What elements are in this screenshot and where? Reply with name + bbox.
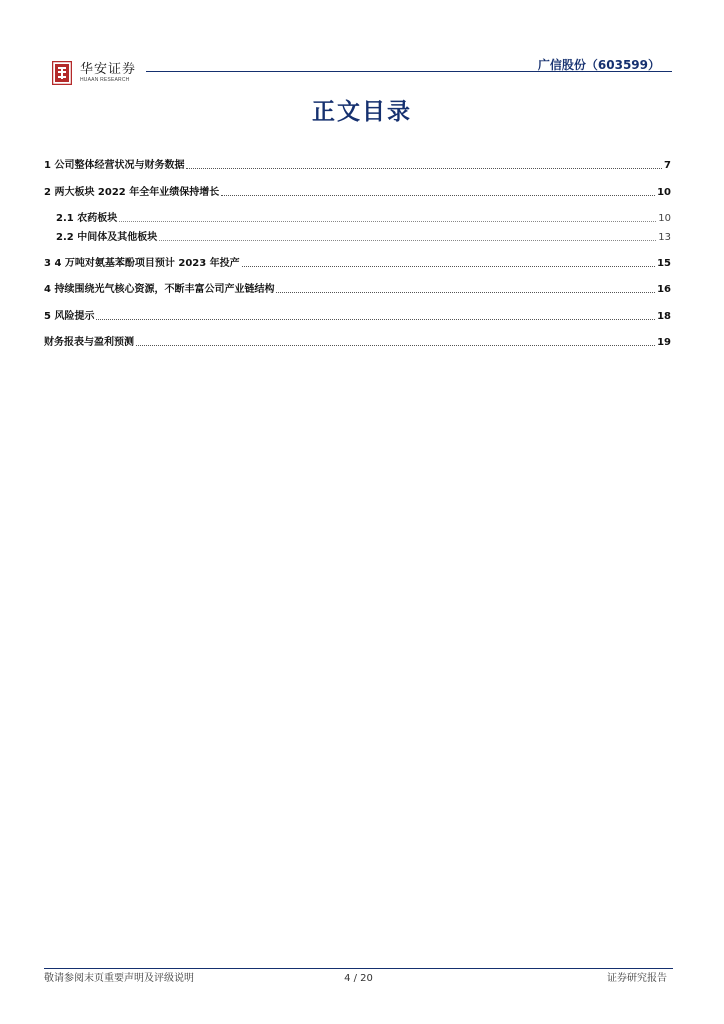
- toc-leader-dots: [119, 221, 656, 222]
- toc-entry-page: 13: [658, 232, 671, 243]
- toc-entry-label: 2.2 中间体及其他板块: [56, 232, 158, 243]
- footer-divider: [44, 968, 673, 969]
- toc-leader-dots: [221, 195, 655, 196]
- toc-entry-page: 18: [657, 311, 671, 322]
- page-number: 4 / 20: [344, 973, 373, 984]
- report-type: 证券研究报告: [607, 973, 667, 984]
- logo-text: [80, 63, 136, 83]
- company-name: 广信股份（603599）: [537, 58, 660, 72]
- disclaimer-note: 敬请参阅末页重要声明及评级说明: [44, 973, 194, 984]
- toc-entry-page: 16: [657, 284, 671, 295]
- toc-entry[interactable]: [44, 304, 671, 322]
- toc-leader-dots: [159, 240, 656, 241]
- toc-entry-label: 3 4 万吨对氨基苯酚项目预计 2023 年投产: [44, 258, 240, 269]
- page-title: 正文目录: [312, 98, 412, 125]
- toc-leader-dots: [186, 168, 662, 169]
- logo-main-text: 华安证券: [80, 62, 137, 77]
- toc-subentry[interactable]: [56, 225, 671, 243]
- toc-entry[interactable]: [44, 180, 671, 198]
- toc-entry[interactable]: [44, 251, 671, 269]
- header-divider: [146, 71, 672, 72]
- toc-entry-page: 19: [657, 337, 671, 348]
- page-header: [52, 56, 672, 90]
- toc-leader-dots: [276, 292, 655, 293]
- toc-entry[interactable]: [44, 330, 671, 348]
- company-logo: [52, 59, 164, 87]
- seal-logo-icon: [52, 61, 72, 85]
- toc-leader-dots: [96, 319, 655, 320]
- toc-entry-label: 2 两大板块 2022 年全年业绩保持增长: [44, 187, 220, 198]
- toc-leader-dots: [242, 266, 655, 267]
- toc-subentry[interactable]: [56, 206, 671, 224]
- toc-entry-page: 10: [658, 213, 671, 224]
- toc-leader-dots: [136, 345, 655, 346]
- logo-sub-text: HUAAN RESEARCH: [80, 77, 130, 83]
- toc-entry-label: 1 公司整体经营状况与财务数据: [44, 160, 185, 171]
- toc-entry-page: 10: [657, 187, 671, 198]
- toc-entry-label: 4 持续围绕光气核心资源，不断丰富公司产业链结构: [44, 284, 275, 295]
- toc-entry-label: 2.1 农药板块: [56, 213, 118, 224]
- toc-entry[interactable]: [44, 277, 671, 295]
- toc-entry[interactable]: [44, 153, 671, 171]
- toc-entry-page: 15: [657, 258, 671, 269]
- toc-entry-page: 7: [664, 160, 671, 171]
- toc-entry-label: 财务报表与盈利预测: [44, 337, 134, 348]
- toc-entry-label: 5 风险提示: [44, 311, 95, 322]
